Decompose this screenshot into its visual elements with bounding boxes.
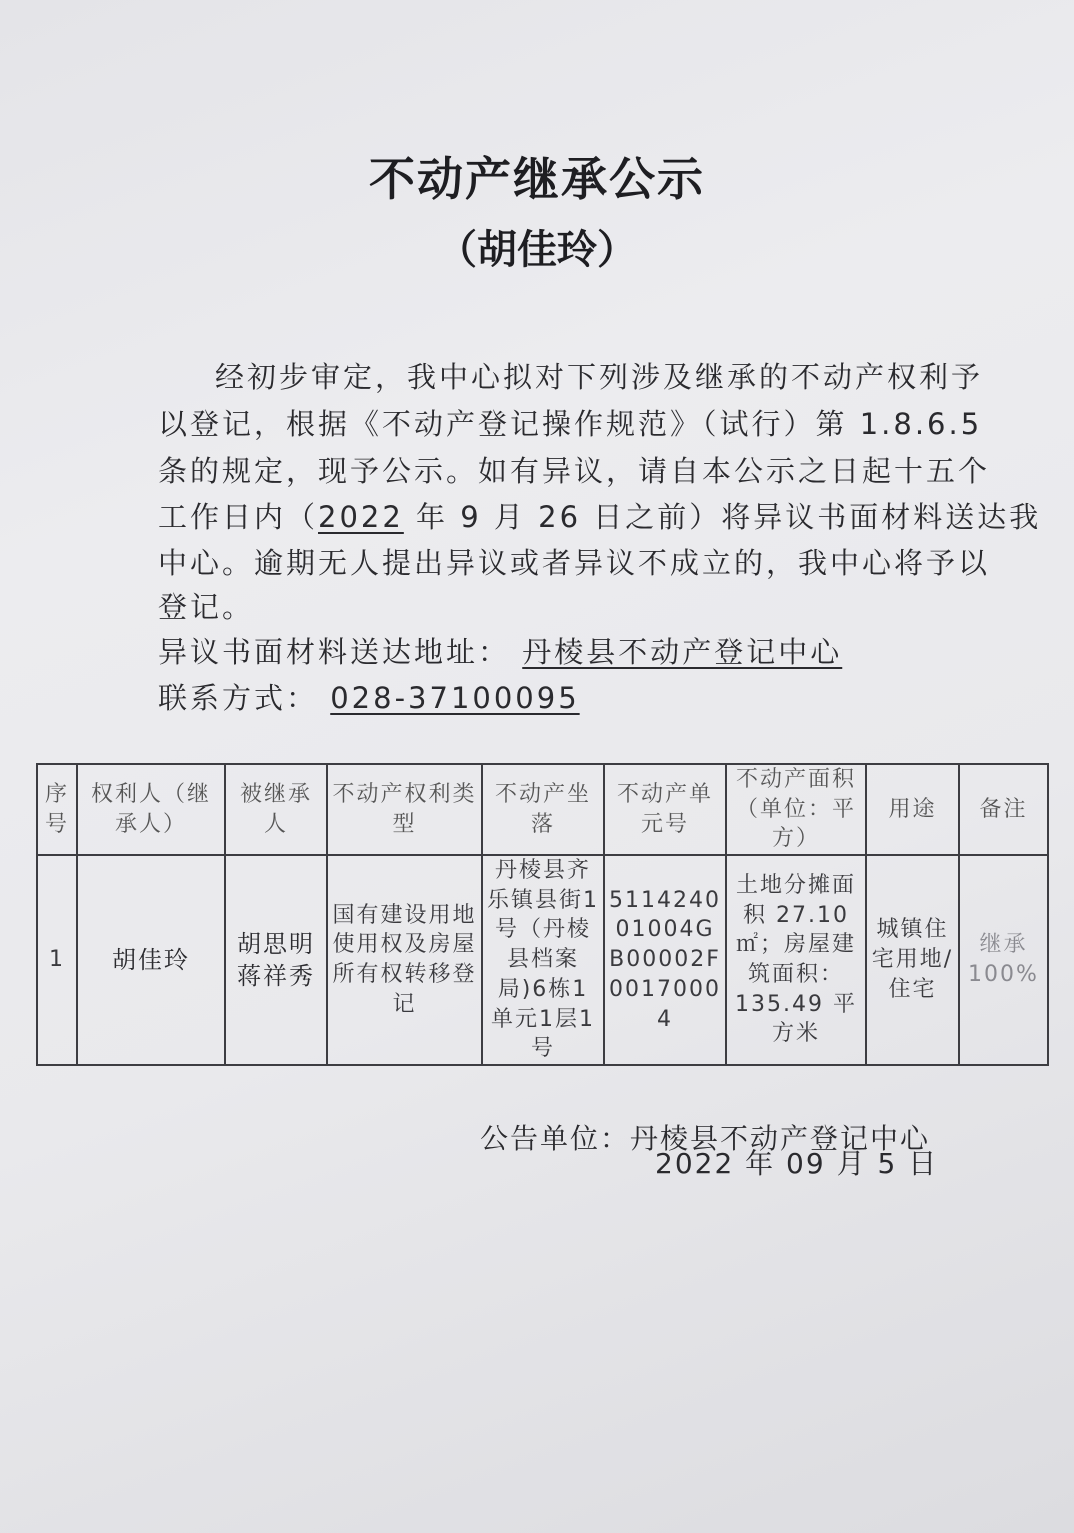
- paragraph-line-1: 经初步审定，我中心拟对下列涉及继承的不动产权利予: [215, 360, 984, 394]
- header-holder: 权利人（继承人）: [77, 764, 225, 855]
- cell-area: 土地分摊面积 27.10 ㎡；房屋建筑面积：135.49 平方米: [726, 855, 866, 1065]
- paragraph-line-2: 以登记，根据《不动产登记操作规范》（试行）第 1.8.6.5: [158, 407, 983, 441]
- table-header-row: [37, 764, 1048, 855]
- address-label: 异议书面材料送达地址：: [158, 635, 511, 669]
- paragraph-line-6: 登记。: [158, 590, 255, 624]
- contact-line: [158, 676, 918, 717]
- paragraph-line-3: 条的规定，现予公示。如有异议，请自本公示之日起十五个: [158, 454, 991, 488]
- contact-value: 028-37100095: [330, 681, 580, 715]
- table-row: [37, 855, 1048, 1065]
- header-unit-no: 不动产单元号: [604, 764, 726, 855]
- issuer-line: 公告单位：丹棱县不动产登记中心: [480, 1122, 931, 1155]
- paragraph-line-4: [158, 495, 1042, 536]
- paragraph-line-4-start: 工作日内（: [158, 500, 319, 534]
- header-deceased: 被继承人: [225, 764, 327, 855]
- header-area: 不动产面积（单位：平方）: [726, 764, 866, 855]
- document-title: 不动产继承公示: [369, 152, 705, 206]
- header-index: 序号: [37, 764, 77, 855]
- header-note: 备注: [959, 764, 1048, 855]
- address-line: [158, 630, 918, 671]
- header-right-type: 不动产权利类型: [327, 764, 482, 855]
- deadline-year: 2022: [318, 500, 404, 534]
- header-usage: 用途: [866, 764, 959, 855]
- cell-unit-no: 511424001004GB00002F00170004: [604, 855, 726, 1065]
- cell-note: 继承100%: [959, 855, 1048, 1065]
- address-value: 丹棱县不动产登记中心: [522, 635, 843, 669]
- document-subtitle: （胡佳玲）: [437, 226, 637, 273]
- issue-date: 2022 年 09 月 5 日: [655, 1147, 939, 1180]
- cell-holder: 胡佳玲: [77, 855, 225, 1065]
- paragraph-line-4-end: 年 9 月 26 日之前）将异议书面材料送达我: [403, 500, 1042, 534]
- header-location: 不动产坐落: [482, 764, 604, 855]
- contact-label: 联系方式：: [158, 681, 319, 715]
- cell-location: 丹棱县齐乐镇县街1号（丹棱县档案局)6栋1单元1层1号: [482, 855, 604, 1065]
- cell-right-type: 国有建设用地使用权及房屋所有权转移登记: [327, 855, 482, 1065]
- cell-deceased: 胡思明 蒋祥秀: [225, 855, 327, 1065]
- property-table: [36, 763, 1049, 1066]
- paragraph-line-5: 中心。逾期无人提出异议或者异议不成立的，我中心将予以: [158, 546, 991, 580]
- cell-index: 1: [37, 855, 77, 1065]
- cell-usage: 城镇住宅用地/住宅: [866, 855, 959, 1065]
